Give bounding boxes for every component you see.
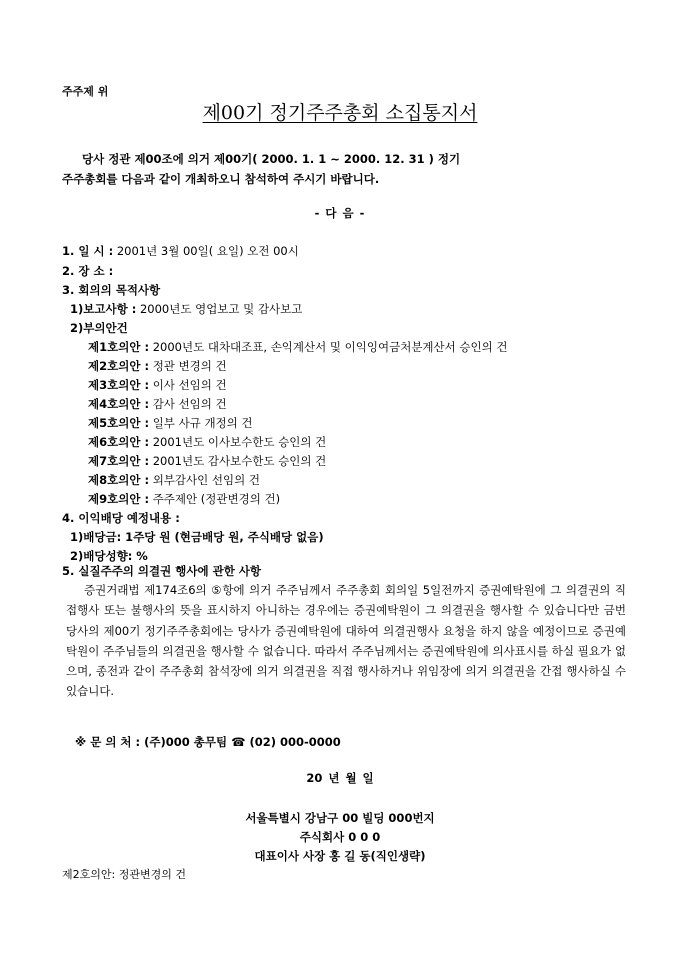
agenda-value: 이사 선임의 건 [149, 378, 227, 392]
voting-heading: 5. 실질주주의 의결권 행사에 관한 사항 [62, 564, 262, 578]
item-label: 2. 장 소 : [62, 264, 114, 278]
ceo-signature: 대표이사 사장 홍 길 동(직인생략) [254, 849, 426, 863]
agenda-item [88, 377, 227, 393]
separator: - 다 음 - [314, 206, 366, 220]
agenda-label: 제6호의안 : [88, 435, 150, 449]
footnote: 제2호의안: 정관변경의 건 [62, 868, 186, 881]
contact-label: 문 의 처 : [90, 735, 141, 749]
report-label: 1)보고사항 : [70, 302, 137, 316]
reference-mark-icon: ※ [75, 735, 87, 749]
agenda-item [88, 491, 280, 507]
agenda-label: 제7호의안 : [88, 454, 150, 468]
agenda-value: 외부감사인 선임의 건 [149, 473, 260, 487]
issue-date: 20 년 월 일 [306, 771, 374, 785]
agenda-label: 제3호의안 : [88, 378, 150, 392]
dividend-per-share: 1)배당금: 1주당 원 (현금배당 원, 주식배당 없음) [70, 530, 324, 544]
agenda-item [88, 415, 253, 431]
agenda-item [88, 472, 260, 488]
contact-phone: (02) 000-0000 [245, 735, 341, 749]
addressee: 주주제 위 [62, 85, 109, 98]
agenda-value: 감사 선임의 건 [149, 397, 227, 411]
item-label: 3. 회의의 목적사항 [62, 283, 161, 297]
item-datetime [62, 243, 299, 259]
agenda-value: 주주제안 (정관변경의 건) [149, 492, 281, 506]
company-address: 서울특별시 강남구 00 빌딩 000번지 [245, 811, 435, 825]
agenda-label: 제9호의안 : [88, 492, 150, 506]
agenda-value: 2000년도 대차대조표, 손익계산서 및 이익잉여금처분계산서 승인의 건 [149, 340, 508, 354]
agenda-label: 제5호의안 : [88, 416, 150, 430]
agenda-label: 제2호의안 : [88, 359, 150, 373]
item-label: 1. 일 시 : [62, 244, 114, 258]
voting-paragraph: 증권거래법 제174조6의 ⑤항에 의거 주주님께서 주주총회 회의일 5일전까지 증권예탁원에 그 의결권의 직접행사 또는 불행사의 뜻을 표시하지 아니하는 경우에는 증권예탁원이 그 의결권을 행사할 수 있습니다만 금번 당사의 제00기 정기주주총회에는 당사가 증권예탁원에 대하여 의결권행사 요청을 하지 않을 예정이므로 증권예탁원이 주주님들의 의결권을 행사할 수 없습니다. 따라서 주주님께서는 증권예탁원에 의사표시를 하실 필요가 없으며, 종전과 같이 주주총회 참석장에 의거 의결권을 직접 행사하거나 위임장에 의거 의결권을 간접 행사하실 수 있습니다. [66, 583, 626, 699]
contact-line [75, 734, 341, 750]
agenda-value: 일부 사규 개정의 건 [149, 416, 253, 430]
agenda-item [88, 358, 227, 374]
report-value: 2000년도 영업보고 및 감사보고 [136, 302, 303, 316]
agenda-item [88, 453, 326, 469]
company-name: 주식회사 0 0 0 [299, 830, 381, 844]
agenda-value: 정관 변경의 건 [149, 359, 227, 373]
dividend-heading: 4. 이익배당 예정내용 : [62, 511, 180, 525]
agenda-value: 2001년도 이사보수한도 승인의 건 [149, 435, 327, 449]
contact-company: (주)000 총무팀 [140, 735, 232, 749]
document-title: 제00기 정기주주총회 소집통지서 [202, 102, 478, 124]
agenda-item [88, 396, 227, 412]
phone-icon: ☎ [231, 735, 246, 749]
agenda-item [88, 434, 326, 450]
agenda-value: 2001년도 감사보수한도 승인의 건 [149, 454, 327, 468]
agenda-label: 제4호의안 : [88, 397, 150, 411]
item-value: 2001년 3월 00일( 요일) 오전 00시 [113, 244, 299, 258]
agenda-label: 제8호의안 : [88, 473, 150, 487]
agenda-heading: 2)부의안건 [70, 321, 128, 335]
report-items [70, 301, 302, 317]
item-purpose [62, 282, 160, 298]
intro-line-1: 당사 정관 제00조에 의거 제00기( 2000. 1. 1 ~ 2000. 12. 31 ) 정기 [82, 152, 461, 166]
intro-line-2: 주주총회를 다음과 같이 개최하오니 참석하여 주시기 바랍니다. [62, 172, 380, 186]
dividend-payout-ratio: 2)배당성향: % [70, 549, 148, 563]
agenda-label: 제1호의안 : [88, 340, 150, 354]
agenda-item [88, 339, 508, 355]
item-place [62, 263, 113, 279]
